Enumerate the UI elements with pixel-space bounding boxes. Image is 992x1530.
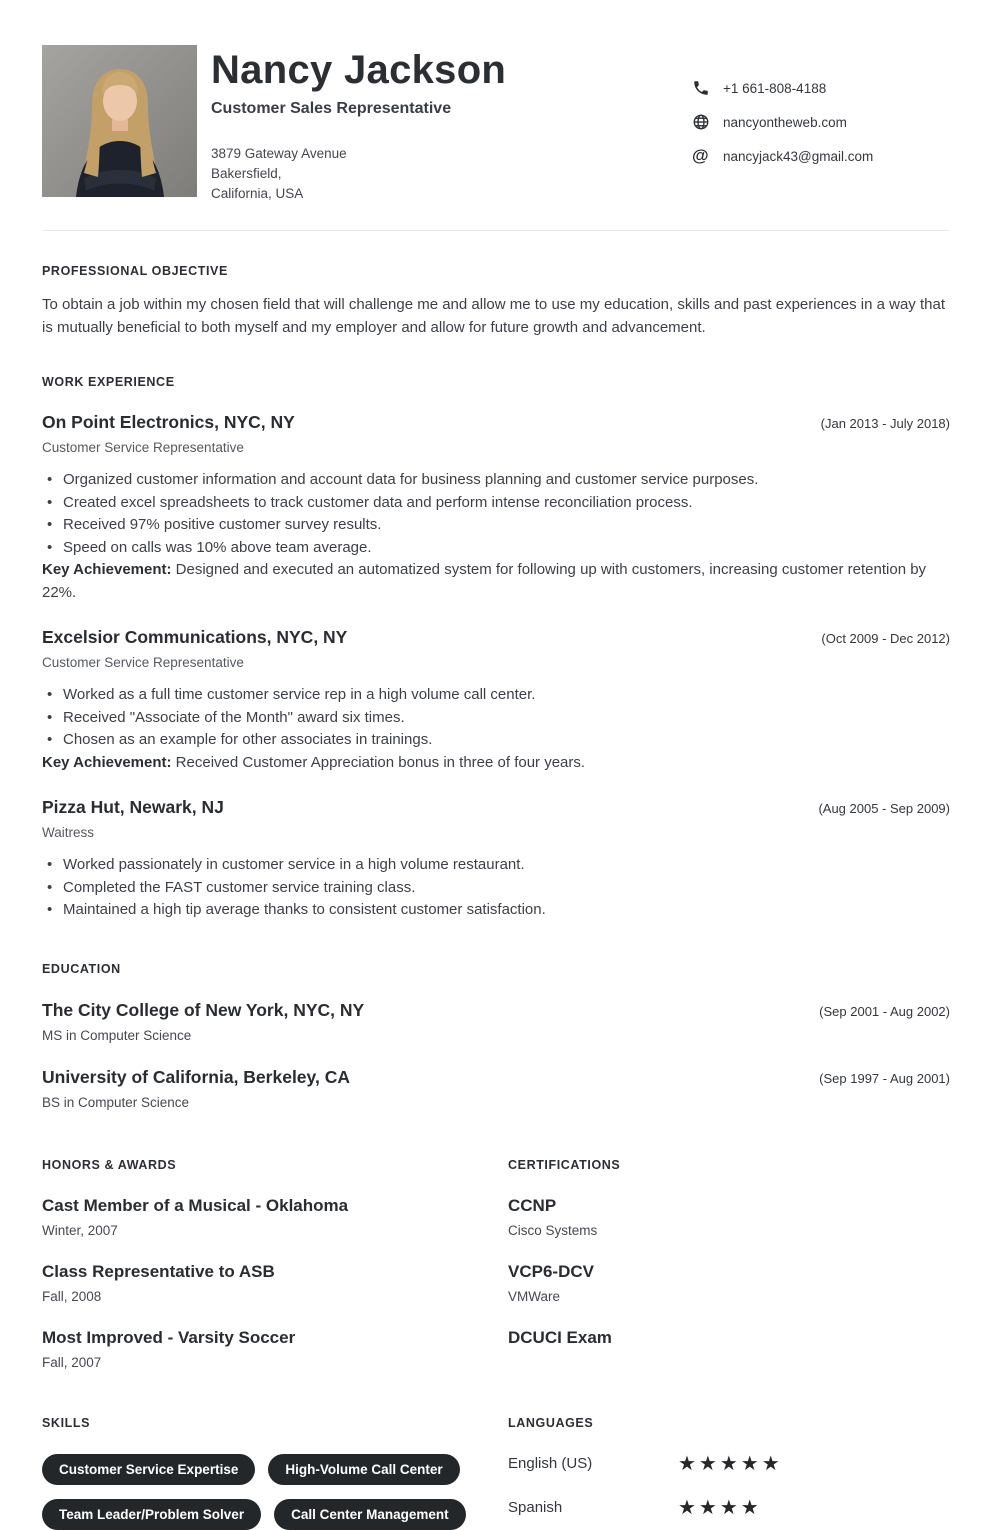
award-item: [42, 1262, 508, 1304]
skill-pill: Customer Service Expertise: [42, 1454, 255, 1485]
skills-languages-columns: [42, 1416, 950, 1530]
section-professional-objective: [42, 264, 950, 339]
section-heading-objective: PROFESSIONAL OBJECTIVE: [42, 264, 228, 278]
job-bullet: • Maintained a high tip average thanks to consistent customer satisfaction.: [42, 899, 950, 922]
section-heading-skills: SKILLS: [42, 1415, 91, 1430]
job-dates: (Aug 2005 - Sep 2009): [818, 801, 950, 816]
section-heading-honors: HONORS & AWARDS: [42, 1157, 177, 1172]
award-title: Most Improved - Varsity Soccer: [42, 1327, 296, 1347]
skill-pill: Call Center Management: [274, 1499, 466, 1530]
at-icon: @: [692, 146, 709, 165]
job-bullet: • Created excel spreadsheets to track customer data and perform intense reconciliation process.: [42, 492, 950, 515]
job-bullet: • Worked as a full time customer service rep in a high volume call center.: [42, 684, 950, 707]
certification-item: [508, 1262, 950, 1304]
school-name: University of California, Berkeley, CA: [42, 1066, 350, 1087]
job-bullet-list: [42, 854, 950, 922]
section-languages: [508, 1416, 950, 1530]
section-certifications: [508, 1158, 950, 1370]
job-bullet: • Worked passionately in customer service in a high volume restaurant.: [42, 854, 950, 877]
job-bullet: • Chosen as an example for other associates in trainings.: [42, 729, 950, 752]
certification-title: VCP6-DCV: [508, 1261, 594, 1281]
award-date: Fall, 2007: [42, 1354, 102, 1370]
star-rating: ★★★★★: [678, 1452, 783, 1475]
skill-pill-list: [42, 1454, 482, 1530]
profile-photo: [42, 45, 197, 197]
award-title: Class Representative to ASB: [42, 1261, 275, 1281]
globe-icon: [692, 113, 710, 131]
job-header: [42, 797, 950, 818]
skill-pill: Team Leader/Problem Solver: [42, 1499, 261, 1530]
award-date: Fall, 2008: [42, 1288, 102, 1304]
address-line: Bakersfield,: [211, 166, 282, 181]
header: [42, 45, 950, 204]
language-row: [508, 1454, 950, 1474]
address-line: California, USA: [211, 186, 304, 201]
job-role: Customer Service Representative: [42, 440, 244, 455]
job-header: [42, 412, 950, 433]
header-divider: [42, 230, 950, 231]
school-header: [42, 1000, 950, 1021]
key-achievement-text: Received Customer Appreciation bonus in three of four years.: [175, 753, 586, 771]
job-bullet: • Received 97% positive customer survey results.: [42, 514, 950, 537]
school-name: The City College of New York, NYC, NY: [42, 999, 365, 1020]
school-dates: (Sep 1997 - Aug 2001): [819, 1070, 950, 1086]
job-bullet-list: [42, 469, 950, 559]
phone-number: +1 661-808-4188: [723, 80, 827, 96]
language-name: Spanish: [508, 1499, 563, 1516]
email-address: nancyjack43@gmail.com: [723, 148, 874, 164]
certification-issuer: VMWare: [508, 1288, 561, 1304]
section-honors-awards: [42, 1158, 508, 1370]
section-heading-education: EDUCATION: [42, 961, 121, 976]
job-bullet: • Speed on calls was 10% above team average.: [42, 537, 950, 560]
award-item: [42, 1196, 508, 1238]
job-company: On Point Electronics, NYC, NY: [42, 412, 295, 432]
award-date: Winter, 2007: [42, 1222, 118, 1238]
person-title: Customer Sales Representative: [211, 100, 452, 117]
key-achievement: [42, 752, 950, 775]
job-bullet: • Received "Associate of the Month" award six times.: [42, 707, 950, 730]
key-achievement-text: Designed and executed an automatized system for following up with customers, increasing customer retention by 22%.: [42, 561, 927, 601]
section-skills: [42, 1416, 508, 1530]
job-bullet: • Completed the FAST customer service training class.: [42, 877, 950, 900]
contact-block: [692, 45, 950, 181]
key-achievement-label: Key Achievement:: [42, 753, 172, 771]
certification-title: CCNP: [508, 1195, 557, 1215]
objective-text: To obtain a job within my chosen field that will challenge me and allow me to use my education, skills and past experiences in a way that is mutually beneficial to both myself and my employer and allow for future growth and advancement.: [42, 296, 945, 336]
certification-item: [508, 1328, 950, 1348]
job-dates: (Oct 2009 - Dec 2012): [821, 631, 950, 646]
honors-certifications-columns: [42, 1158, 950, 1370]
contact-website-row: [692, 113, 950, 131]
job-dates: (Jan 2013 - July 2018): [820, 416, 950, 431]
award-item: [42, 1328, 508, 1370]
job-bullet-list: [42, 684, 950, 752]
job-role: Waitress: [42, 825, 95, 840]
education-entry: [42, 1000, 950, 1043]
award-title: Cast Member of a Musical - Oklahoma: [42, 1195, 349, 1215]
website-url: nancyontheweb.com: [723, 114, 847, 130]
key-achievement: [42, 559, 950, 604]
contact-email-row: [692, 147, 950, 165]
job-company: Excelsior Communications, NYC, NY: [42, 627, 348, 647]
portrait-illustration: [42, 45, 197, 197]
job-bullet: • Organized customer information and account data for business planning and customer service purposes.: [42, 469, 950, 492]
section-heading-languages: LANGUAGES: [508, 1415, 594, 1430]
section-education: [42, 962, 950, 1110]
school-degree: MS in Computer Science: [42, 1027, 192, 1043]
job-role: Customer Service Representative: [42, 655, 244, 670]
school-degree: BS in Computer Science: [42, 1094, 190, 1110]
skill-pill: High-Volume Call Center: [268, 1454, 459, 1485]
identity-block: [197, 45, 692, 204]
job-company: Pizza Hut, Newark, NJ: [42, 797, 224, 817]
certification-title: DCUCI Exam: [508, 1327, 612, 1347]
phone-icon: [692, 79, 710, 97]
contact-phone-row: [692, 79, 950, 97]
section-work-experience: [42, 375, 950, 922]
certification-item: [508, 1196, 950, 1238]
school-header: [42, 1067, 950, 1088]
school-dates: (Sep 2001 - Aug 2002): [819, 1003, 950, 1019]
language-row: [508, 1498, 950, 1518]
job-entry: [42, 627, 950, 774]
address-block: [211, 144, 692, 204]
job-entry: [42, 797, 950, 922]
language-name: English (US): [508, 1455, 593, 1472]
star-rating: ★★★★: [678, 1496, 762, 1519]
address-line: 3879 Gateway Avenue: [211, 146, 347, 161]
section-heading-experience: WORK EXPERIENCE: [42, 375, 175, 389]
section-heading-certifications: CERTIFICATIONS: [508, 1157, 621, 1172]
job-header: [42, 627, 950, 648]
person-name: Nancy Jackson: [211, 48, 507, 92]
key-achievement-label: Key Achievement:: [42, 561, 172, 578]
job-entry: [42, 412, 950, 604]
education-entry: [42, 1067, 950, 1110]
certification-issuer: Cisco Systems: [508, 1222, 598, 1238]
